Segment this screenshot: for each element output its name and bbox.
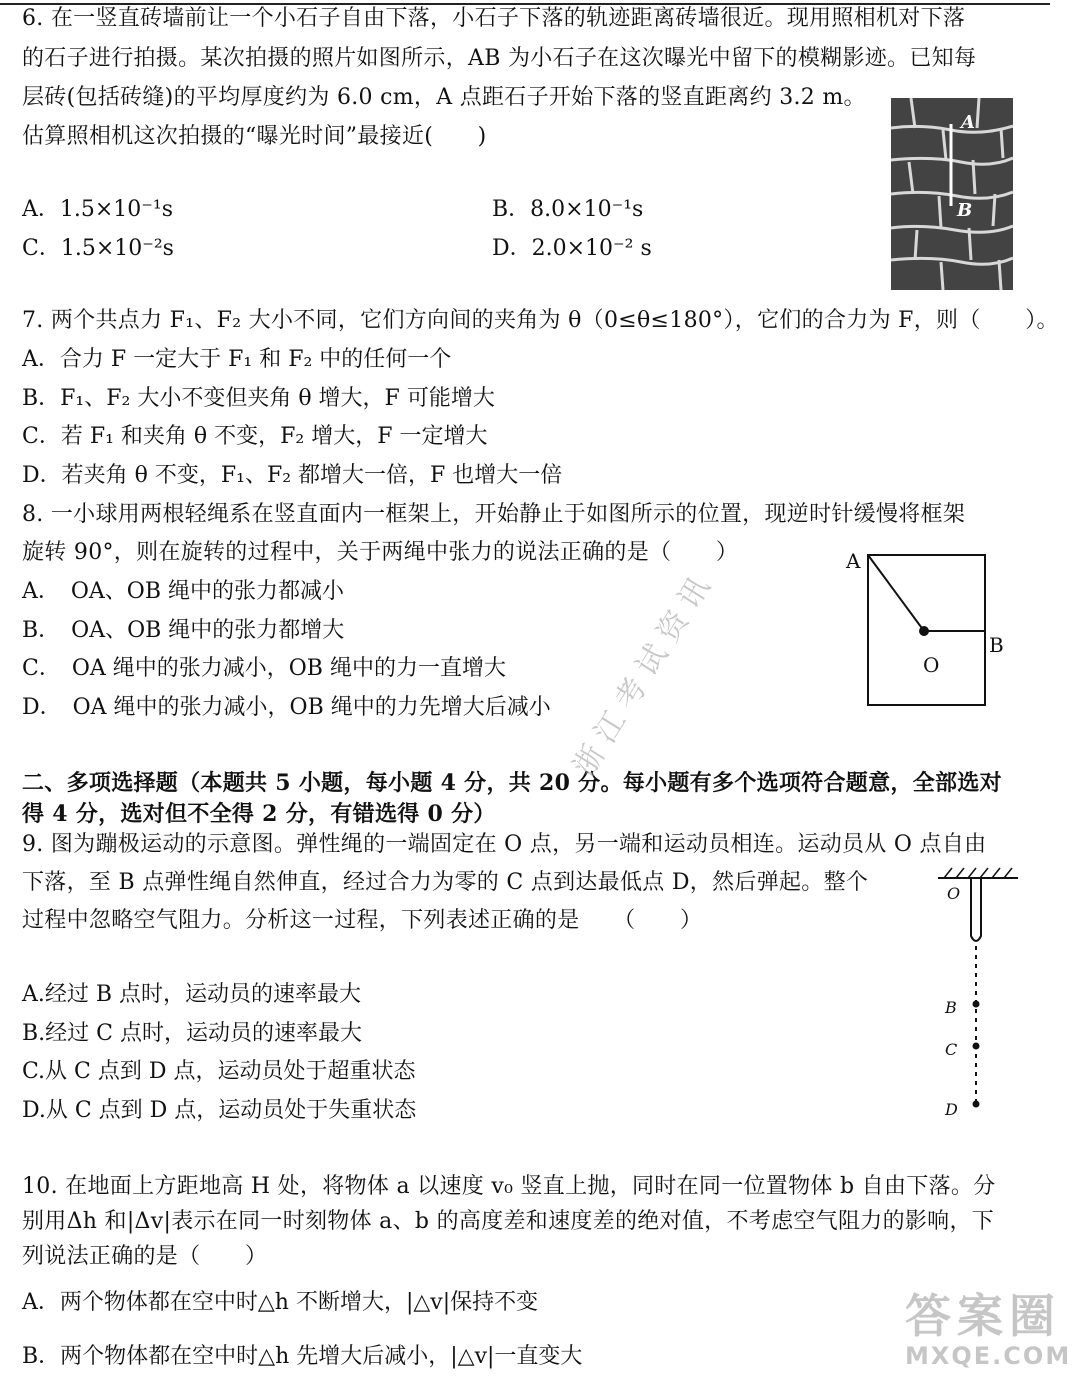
- q7-option-a[interactable]: A．合力 F 一定大于 F₁ 和 F₂ 中的任何一个: [22, 347, 452, 372]
- photo-label-a: A: [961, 112, 975, 133]
- bungee-label-d: D: [945, 1100, 958, 1119]
- bungee-label-b: B: [945, 998, 957, 1017]
- q10-line-2: 别用Δh 和|Δv|表示在同一时刻物体 a、b 的高度差和速度差的绝对值，不考虑空气阻力的影响，下: [22, 1209, 995, 1234]
- q8-line-1: 8. 一小球用两根轻绳系在竖直面内一框架上，开始静止于如图所示的位置，现逆时针缓慢将框架: [22, 502, 966, 527]
- photo-label-b: B: [957, 200, 973, 221]
- section-2-line-2: 得 4 分，选对但不全得 2 分，有错选得 0 分）: [22, 801, 496, 827]
- q8-line-2: 旋转 90°，则在旋转的过程中，关于两绳中张力的说法正确的是（ ）: [22, 540, 739, 565]
- brick-wall-photo: [891, 98, 1013, 290]
- q10-option-a[interactable]: A．两个物体都在空中时△h 不断增大，|△v|保持不变: [22, 1290, 539, 1315]
- q7-option-c[interactable]: C．若 F₁ 和夹角 θ 不变，F₂ 增大，F 一定增大: [22, 424, 488, 449]
- q6-line-1: 6. 在一竖直砖墙前让一个小石子自由下落，小石子下落的轨迹距离砖墙很近。现用照相机对下落: [22, 6, 966, 31]
- q7-option-d[interactable]: D．若夹角 θ 不变，F₁、F₂ 都增大一倍，F 也增大一倍: [22, 463, 563, 488]
- frame-label-a: A: [846, 549, 861, 573]
- q6-option-b[interactable]: B．8.0×10⁻¹s: [492, 197, 644, 222]
- q10-line-3: 列说法正确的是（ ）: [22, 1244, 268, 1269]
- section-2-line-1: 二、多项选择题（本题共 5 小题，每小题 4 分，共 20 分。每小题有多个选项符合题意，全部选对: [22, 770, 1002, 796]
- q7-stem: 7. 两个共点力 F₁、F₂ 大小不同，它们方向间的夹角为 θ（0≤θ≤180°），它们的合力为 F，则（ ）。: [22, 308, 1059, 333]
- q9-line-1: 9. 图为蹦极运动的示意图。弹性绳的一端固定在 O 点，另一端和运动员相连。运动员从 O 点自由: [22, 832, 987, 857]
- bungee-diagram: [930, 862, 1030, 1124]
- logo-domain: MXQE.COM: [905, 1342, 1072, 1370]
- q6-option-a[interactable]: A．1.5×10⁻¹s: [22, 197, 174, 222]
- q8-option-a[interactable]: A． OA、OB 绳中的张力都减小: [22, 579, 345, 604]
- q7-option-b[interactable]: B．F₁、F₂ 大小不变但夹角 θ 增大，F 可能增大: [22, 386, 495, 411]
- q6-line-4: 估算照相机这次拍摄的“曝光时间”最接近( ): [22, 124, 487, 149]
- logo-brand: 答案圈: [905, 1289, 1061, 1343]
- q10-line-1: 10. 在地面上方距地高 H 处，将物体 a 以速度 v₀ 竖直上抛，同时在同一位置物体 b 自由下落。分: [22, 1174, 996, 1199]
- q9-option-b[interactable]: B.经过 C 点时，运动员的速率最大: [22, 1021, 362, 1046]
- frame-label-o: O: [923, 653, 940, 677]
- q9-line-3: 过程中忽略空气阻力。分析这一过程，下列表述正确的是 （ ）: [22, 908, 703, 933]
- q6-line-2: 的石子进行拍摄。某次拍摄的照片如图所示，AB 为小石子在这次曝光中留下的模糊影迹。已知每: [22, 46, 977, 71]
- frame-label-b: B: [989, 633, 1004, 657]
- q6-option-c[interactable]: C．1.5×10⁻²s: [22, 236, 174, 261]
- bungee-label-o: O: [947, 884, 961, 903]
- q8-option-d[interactable]: D． OA 绳中的张力减小，OB 绳中的力先增大后减小: [22, 695, 551, 720]
- bungee-label-c: C: [945, 1040, 958, 1059]
- q8-option-c[interactable]: C． OA 绳中的张力减小，OB 绳中的力一直增大: [22, 656, 506, 681]
- q6-option-d[interactable]: D．2.0×10⁻² s: [492, 236, 652, 261]
- q8-option-b[interactable]: B． OA、OB 绳中的张力都增大: [22, 618, 345, 643]
- q6-line-3: 层砖(包括砖缝)的平均厚度约为 6.0 cm，A 点距石子开始下落的竖直距离约 3.2 m。: [22, 85, 866, 110]
- watermark-text: 浙 江 考 试 资 讯: [566, 571, 718, 783]
- q9-option-c[interactable]: C.从 C 点到 D 点，运动员处于超重状态: [22, 1059, 416, 1084]
- frame-diagram: [840, 545, 1020, 715]
- site-logo: [905, 1290, 1071, 1370]
- q9-option-a[interactable]: A.经过 B 点时，运动员的速率最大: [22, 982, 362, 1007]
- q10-option-b[interactable]: B．两个物体都在空中时△h 先增大后减小，|△v|一直变大: [22, 1344, 583, 1369]
- q9-option-d[interactable]: D.从 C 点到 D 点，运动员处于失重状态: [22, 1098, 417, 1123]
- q9-line-2: 下落，至 B 点弹性绳自然伸直，经过合力为零的 C 点到达最低点 D，然后弹起。整个: [22, 870, 869, 895]
